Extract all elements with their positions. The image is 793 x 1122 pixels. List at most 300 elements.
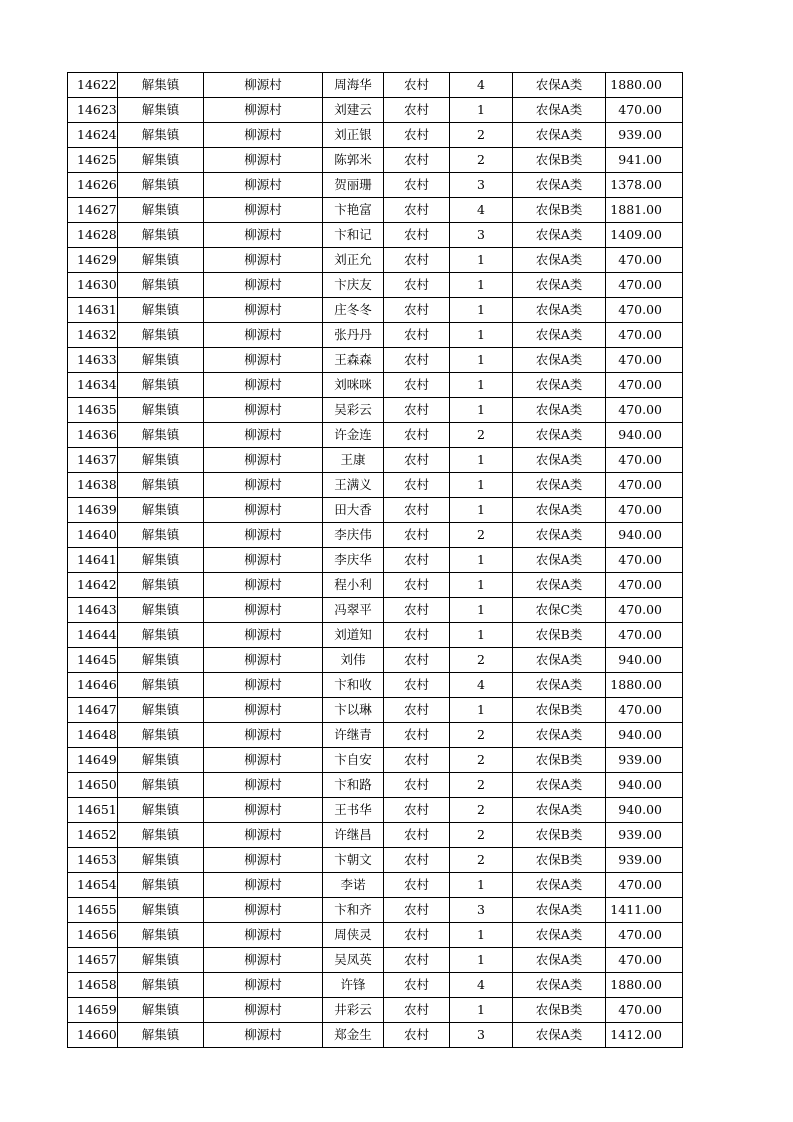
cell-insurance-category: 农保A类 — [513, 398, 606, 423]
cell-insurance-category: 农保A类 — [513, 73, 606, 98]
cell-area-type: 农村 — [384, 323, 450, 348]
cell-insurance-category: 农保A类 — [513, 448, 606, 473]
cell-insurance-category: 农保B类 — [513, 998, 606, 1023]
cell-household-size: 1 — [450, 998, 513, 1023]
cell-area-type: 农村 — [384, 548, 450, 573]
cell-household-size: 3 — [450, 223, 513, 248]
cell-area-type: 农村 — [384, 148, 450, 173]
cell-amount: 940.00 — [606, 523, 683, 548]
cell-record-id: 14636 — [68, 423, 118, 448]
table-row — [68, 373, 683, 398]
cell-amount: 470.00 — [606, 473, 683, 498]
cell-person-name: 王书华 — [323, 798, 384, 823]
cell-town: 解集镇 — [118, 98, 204, 123]
cell-amount: 470.00 — [606, 398, 683, 423]
cell-amount: 470.00 — [606, 448, 683, 473]
cell-town: 解集镇 — [118, 473, 204, 498]
cell-amount: 1881.00 — [606, 198, 683, 223]
cell-town: 解集镇 — [118, 598, 204, 623]
cell-insurance-category: 农保A类 — [513, 123, 606, 148]
cell-household-size: 1 — [450, 498, 513, 523]
table-row — [68, 698, 683, 723]
cell-village: 柳源村 — [204, 373, 323, 398]
cell-village: 柳源村 — [204, 173, 323, 198]
cell-person-name: 李庆伟 — [323, 523, 384, 548]
cell-household-size: 2 — [450, 648, 513, 673]
cell-household-size: 1 — [450, 573, 513, 598]
cell-village: 柳源村 — [204, 423, 323, 448]
cell-person-name: 贺丽珊 — [323, 173, 384, 198]
cell-insurance-category: 农保A类 — [513, 548, 606, 573]
cell-amount: 470.00 — [606, 998, 683, 1023]
cell-town: 解集镇 — [118, 648, 204, 673]
cell-amount: 470.00 — [606, 298, 683, 323]
cell-area-type: 农村 — [384, 448, 450, 473]
cell-household-size: 2 — [450, 723, 513, 748]
table-row — [68, 548, 683, 573]
table-row — [68, 898, 683, 923]
cell-village: 柳源村 — [204, 748, 323, 773]
cell-person-name: 许继昌 — [323, 823, 384, 848]
cell-person-name: 吴凤英 — [323, 948, 384, 973]
cell-town: 解集镇 — [118, 1023, 204, 1048]
cell-amount: 470.00 — [606, 348, 683, 373]
cell-person-name: 卞朝文 — [323, 848, 384, 873]
cell-village: 柳源村 — [204, 873, 323, 898]
cell-record-id: 14644 — [68, 623, 118, 648]
cell-area-type: 农村 — [384, 973, 450, 998]
cell-household-size: 2 — [450, 423, 513, 448]
cell-household-size: 4 — [450, 973, 513, 998]
cell-town: 解集镇 — [118, 373, 204, 398]
table-row — [68, 523, 683, 548]
cell-village: 柳源村 — [204, 298, 323, 323]
cell-insurance-category: 农保B类 — [513, 623, 606, 648]
table-row — [68, 223, 683, 248]
table-row — [68, 973, 683, 998]
cell-insurance-category: 农保A类 — [513, 423, 606, 448]
cell-household-size: 1 — [450, 948, 513, 973]
cell-record-id: 14622 — [68, 73, 118, 98]
cell-town: 解集镇 — [118, 873, 204, 898]
cell-record-id: 14646 — [68, 673, 118, 698]
cell-village: 柳源村 — [204, 698, 323, 723]
cell-person-name: 李诺 — [323, 873, 384, 898]
table-row — [68, 348, 683, 373]
cell-amount: 470.00 — [606, 698, 683, 723]
cell-village: 柳源村 — [204, 973, 323, 998]
cell-person-name: 卞和收 — [323, 673, 384, 698]
cell-amount: 939.00 — [606, 748, 683, 773]
cell-person-name: 卞自安 — [323, 748, 384, 773]
cell-record-id: 14660 — [68, 1023, 118, 1048]
cell-village: 柳源村 — [204, 648, 323, 673]
cell-area-type: 农村 — [384, 748, 450, 773]
cell-insurance-category: 农保A类 — [513, 498, 606, 523]
cell-area-type: 农村 — [384, 948, 450, 973]
cell-household-size: 1 — [450, 623, 513, 648]
cell-person-name: 冯翠平 — [323, 598, 384, 623]
table-row — [68, 873, 683, 898]
cell-person-name: 李庆华 — [323, 548, 384, 573]
cell-record-id: 14624 — [68, 123, 118, 148]
cell-record-id: 14650 — [68, 773, 118, 798]
cell-insurance-category: 农保A类 — [513, 373, 606, 398]
cell-person-name: 王康 — [323, 448, 384, 473]
table-row — [68, 773, 683, 798]
cell-village: 柳源村 — [204, 473, 323, 498]
cell-town: 解集镇 — [118, 848, 204, 873]
cell-household-size: 1 — [450, 448, 513, 473]
cell-area-type: 农村 — [384, 1023, 450, 1048]
cell-household-size: 1 — [450, 923, 513, 948]
cell-record-id: 14647 — [68, 698, 118, 723]
cell-town: 解集镇 — [118, 498, 204, 523]
cell-town: 解集镇 — [118, 223, 204, 248]
cell-village: 柳源村 — [204, 148, 323, 173]
cell-amount: 940.00 — [606, 723, 683, 748]
cell-amount: 470.00 — [606, 373, 683, 398]
table-row — [68, 1023, 683, 1048]
table-row — [68, 623, 683, 648]
cell-record-id: 14642 — [68, 573, 118, 598]
cell-village: 柳源村 — [204, 398, 323, 423]
cell-village: 柳源村 — [204, 123, 323, 148]
cell-insurance-category: 农保A类 — [513, 798, 606, 823]
cell-town: 解集镇 — [118, 523, 204, 548]
cell-village: 柳源村 — [204, 498, 323, 523]
table-row — [68, 573, 683, 598]
cell-household-size: 1 — [450, 598, 513, 623]
cell-record-id: 14643 — [68, 598, 118, 623]
cell-area-type: 农村 — [384, 848, 450, 873]
cell-record-id: 14633 — [68, 348, 118, 373]
cell-village: 柳源村 — [204, 598, 323, 623]
cell-amount: 470.00 — [606, 873, 683, 898]
cell-insurance-category: 农保A类 — [513, 348, 606, 373]
cell-record-id: 14625 — [68, 148, 118, 173]
cell-town: 解集镇 — [118, 798, 204, 823]
cell-area-type: 农村 — [384, 373, 450, 398]
cell-village: 柳源村 — [204, 223, 323, 248]
table-row — [68, 848, 683, 873]
data-table — [67, 72, 683, 1048]
cell-area-type: 农村 — [384, 498, 450, 523]
table-row — [68, 148, 683, 173]
cell-amount: 470.00 — [606, 498, 683, 523]
cell-person-name: 刘伟 — [323, 648, 384, 673]
cell-record-id: 14635 — [68, 398, 118, 423]
table-row — [68, 248, 683, 273]
cell-person-name: 许锋 — [323, 973, 384, 998]
cell-household-size: 4 — [450, 198, 513, 223]
cell-town: 解集镇 — [118, 448, 204, 473]
cell-household-size: 2 — [450, 748, 513, 773]
cell-area-type: 农村 — [384, 298, 450, 323]
cell-record-id: 14656 — [68, 923, 118, 948]
cell-area-type: 农村 — [384, 623, 450, 648]
cell-person-name: 程小利 — [323, 573, 384, 598]
cell-person-name: 卞以琳 — [323, 698, 384, 723]
cell-town: 解集镇 — [118, 248, 204, 273]
cell-person-name: 田大香 — [323, 498, 384, 523]
cell-village: 柳源村 — [204, 448, 323, 473]
cell-area-type: 农村 — [384, 923, 450, 948]
table-row — [68, 723, 683, 748]
cell-household-size: 1 — [450, 373, 513, 398]
cell-amount: 470.00 — [606, 273, 683, 298]
cell-record-id: 14629 — [68, 248, 118, 273]
cell-area-type: 农村 — [384, 398, 450, 423]
cell-area-type: 农村 — [384, 523, 450, 548]
cell-record-id: 14654 — [68, 873, 118, 898]
cell-person-name: 井彩云 — [323, 998, 384, 1023]
table-row — [68, 398, 683, 423]
cell-household-size: 3 — [450, 1023, 513, 1048]
cell-amount: 939.00 — [606, 823, 683, 848]
cell-record-id: 14652 — [68, 823, 118, 848]
cell-village: 柳源村 — [204, 198, 323, 223]
cell-village: 柳源村 — [204, 523, 323, 548]
cell-insurance-category: 农保A类 — [513, 973, 606, 998]
cell-town: 解集镇 — [118, 773, 204, 798]
cell-town: 解集镇 — [118, 898, 204, 923]
cell-record-id: 14640 — [68, 523, 118, 548]
table-row — [68, 798, 683, 823]
cell-insurance-category: 农保A类 — [513, 873, 606, 898]
cell-village: 柳源村 — [204, 773, 323, 798]
cell-amount: 470.00 — [606, 598, 683, 623]
cell-person-name: 卞和路 — [323, 773, 384, 798]
cell-person-name: 周海华 — [323, 73, 384, 98]
cell-area-type: 农村 — [384, 223, 450, 248]
cell-person-name: 刘建云 — [323, 98, 384, 123]
cell-area-type: 农村 — [384, 723, 450, 748]
cell-area-type: 农村 — [384, 648, 450, 673]
cell-record-id: 14634 — [68, 373, 118, 398]
cell-village: 柳源村 — [204, 548, 323, 573]
cell-household-size: 2 — [450, 148, 513, 173]
cell-record-id: 14632 — [68, 323, 118, 348]
cell-amount: 1378.00 — [606, 173, 683, 198]
table-row — [68, 98, 683, 123]
cell-town: 解集镇 — [118, 548, 204, 573]
cell-person-name: 许继青 — [323, 723, 384, 748]
cell-town: 解集镇 — [118, 398, 204, 423]
table-row — [68, 423, 683, 448]
cell-area-type: 农村 — [384, 173, 450, 198]
cell-household-size: 3 — [450, 173, 513, 198]
cell-village: 柳源村 — [204, 923, 323, 948]
cell-household-size: 2 — [450, 823, 513, 848]
cell-town: 解集镇 — [118, 748, 204, 773]
cell-area-type: 农村 — [384, 698, 450, 723]
cell-village: 柳源村 — [204, 723, 323, 748]
table-row — [68, 823, 683, 848]
cell-person-name: 刘正允 — [323, 248, 384, 273]
cell-record-id: 14627 — [68, 198, 118, 223]
cell-record-id: 14626 — [68, 173, 118, 198]
cell-insurance-category: 农保A类 — [513, 723, 606, 748]
cell-town: 解集镇 — [118, 323, 204, 348]
cell-area-type: 农村 — [384, 423, 450, 448]
cell-insurance-category: 农保A类 — [513, 173, 606, 198]
cell-amount: 1880.00 — [606, 973, 683, 998]
cell-area-type: 农村 — [384, 823, 450, 848]
cell-village: 柳源村 — [204, 1023, 323, 1048]
cell-insurance-category: 农保A类 — [513, 223, 606, 248]
cell-household-size: 4 — [450, 673, 513, 698]
cell-amount: 941.00 — [606, 148, 683, 173]
cell-record-id: 14639 — [68, 498, 118, 523]
table-row — [68, 648, 683, 673]
cell-area-type: 农村 — [384, 273, 450, 298]
cell-town: 解集镇 — [118, 273, 204, 298]
cell-household-size: 1 — [450, 548, 513, 573]
cell-town: 解集镇 — [118, 923, 204, 948]
cell-town: 解集镇 — [118, 698, 204, 723]
cell-town: 解集镇 — [118, 123, 204, 148]
cell-household-size: 4 — [450, 73, 513, 98]
cell-insurance-category: 农保A类 — [513, 523, 606, 548]
cell-household-size: 2 — [450, 798, 513, 823]
table-row — [68, 598, 683, 623]
cell-household-size: 1 — [450, 98, 513, 123]
cell-area-type: 农村 — [384, 798, 450, 823]
cell-village: 柳源村 — [204, 998, 323, 1023]
cell-insurance-category: 农保A类 — [513, 98, 606, 123]
cell-village: 柳源村 — [204, 823, 323, 848]
cell-person-name: 王满义 — [323, 473, 384, 498]
cell-town: 解集镇 — [118, 823, 204, 848]
cell-village: 柳源村 — [204, 323, 323, 348]
cell-insurance-category: 农保C类 — [513, 598, 606, 623]
cell-amount: 470.00 — [606, 98, 683, 123]
cell-record-id: 14638 — [68, 473, 118, 498]
table-row — [68, 923, 683, 948]
cell-village: 柳源村 — [204, 73, 323, 98]
cell-area-type: 农村 — [384, 98, 450, 123]
cell-household-size: 1 — [450, 248, 513, 273]
cell-village: 柳源村 — [204, 948, 323, 973]
cell-person-name: 张丹丹 — [323, 323, 384, 348]
table-row — [68, 73, 683, 98]
cell-insurance-category: 农保A类 — [513, 323, 606, 348]
cell-amount: 939.00 — [606, 123, 683, 148]
table-row — [68, 448, 683, 473]
cell-amount: 470.00 — [606, 623, 683, 648]
table-row — [68, 748, 683, 773]
cell-person-name: 刘咪咪 — [323, 373, 384, 398]
table-row — [68, 173, 683, 198]
cell-town: 解集镇 — [118, 723, 204, 748]
cell-amount: 470.00 — [606, 323, 683, 348]
table-row — [68, 998, 683, 1023]
cell-amount: 1880.00 — [606, 673, 683, 698]
cell-town: 解集镇 — [118, 173, 204, 198]
cell-record-id: 14649 — [68, 748, 118, 773]
cell-village: 柳源村 — [204, 798, 323, 823]
cell-town: 解集镇 — [118, 423, 204, 448]
cell-town: 解集镇 — [118, 73, 204, 98]
cell-village: 柳源村 — [204, 573, 323, 598]
cell-household-size: 3 — [450, 898, 513, 923]
cell-village: 柳源村 — [204, 348, 323, 373]
cell-amount: 1880.00 — [606, 73, 683, 98]
cell-person-name: 王森森 — [323, 348, 384, 373]
cell-household-size: 1 — [450, 298, 513, 323]
cell-town: 解集镇 — [118, 973, 204, 998]
cell-area-type: 农村 — [384, 198, 450, 223]
cell-area-type: 农村 — [384, 673, 450, 698]
cell-area-type: 农村 — [384, 348, 450, 373]
cell-record-id: 14628 — [68, 223, 118, 248]
cell-person-name: 陈郭米 — [323, 148, 384, 173]
cell-amount: 470.00 — [606, 948, 683, 973]
cell-record-id: 14645 — [68, 648, 118, 673]
table-row — [68, 298, 683, 323]
cell-area-type: 农村 — [384, 123, 450, 148]
table-row — [68, 273, 683, 298]
cell-town: 解集镇 — [118, 948, 204, 973]
cell-amount: 939.00 — [606, 848, 683, 873]
table-row — [68, 473, 683, 498]
cell-person-name: 周侠灵 — [323, 923, 384, 948]
cell-person-name: 卞艳富 — [323, 198, 384, 223]
cell-record-id: 14648 — [68, 723, 118, 748]
cell-area-type: 农村 — [384, 73, 450, 98]
cell-area-type: 农村 — [384, 998, 450, 1023]
cell-town: 解集镇 — [118, 348, 204, 373]
cell-person-name: 卞和齐 — [323, 898, 384, 923]
table-row — [68, 948, 683, 973]
cell-household-size: 1 — [450, 273, 513, 298]
cell-village: 柳源村 — [204, 98, 323, 123]
cell-amount: 940.00 — [606, 773, 683, 798]
cell-area-type: 农村 — [384, 573, 450, 598]
cell-person-name: 卞和记 — [323, 223, 384, 248]
cell-amount: 1409.00 — [606, 223, 683, 248]
cell-record-id: 14631 — [68, 298, 118, 323]
cell-village: 柳源村 — [204, 848, 323, 873]
table-body — [68, 73, 683, 1048]
cell-insurance-category: 农保A类 — [513, 773, 606, 798]
cell-record-id: 14657 — [68, 948, 118, 973]
cell-village: 柳源村 — [204, 273, 323, 298]
cell-insurance-category: 农保B类 — [513, 698, 606, 723]
cell-record-id: 14630 — [68, 273, 118, 298]
cell-record-id: 14623 — [68, 98, 118, 123]
cell-insurance-category: 农保A类 — [513, 673, 606, 698]
cell-town: 解集镇 — [118, 148, 204, 173]
cell-town: 解集镇 — [118, 298, 204, 323]
cell-insurance-category: 农保A类 — [513, 923, 606, 948]
cell-insurance-category: 农保A类 — [513, 1023, 606, 1048]
cell-village: 柳源村 — [204, 248, 323, 273]
cell-amount: 470.00 — [606, 573, 683, 598]
cell-household-size: 1 — [450, 698, 513, 723]
cell-village: 柳源村 — [204, 673, 323, 698]
cell-amount: 940.00 — [606, 648, 683, 673]
cell-record-id: 14658 — [68, 973, 118, 998]
cell-record-id: 14641 — [68, 548, 118, 573]
cell-household-size: 1 — [450, 398, 513, 423]
cell-household-size: 2 — [450, 848, 513, 873]
cell-area-type: 农村 — [384, 873, 450, 898]
cell-area-type: 农村 — [384, 898, 450, 923]
cell-person-name: 庄冬冬 — [323, 298, 384, 323]
cell-town: 解集镇 — [118, 998, 204, 1023]
